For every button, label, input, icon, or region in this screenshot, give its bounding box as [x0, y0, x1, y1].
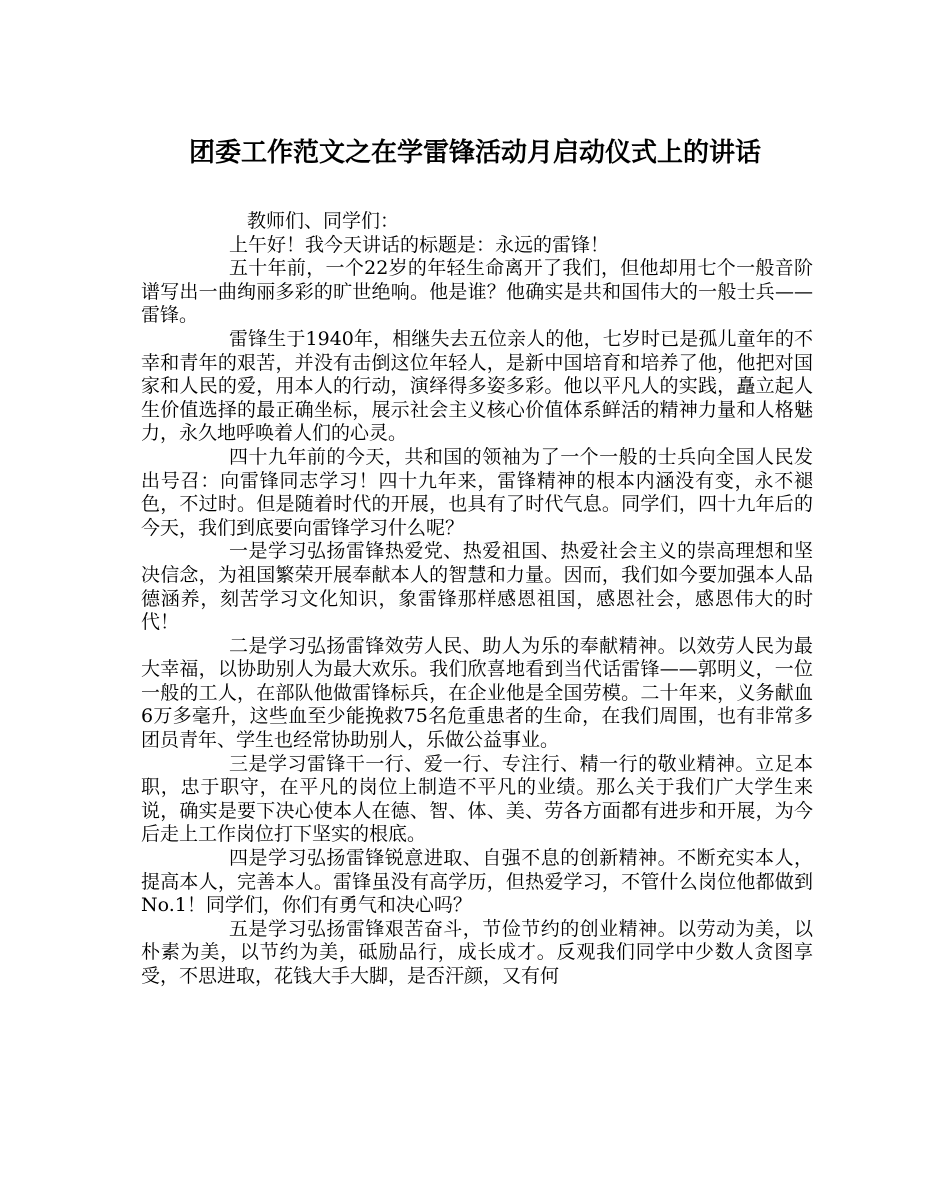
- document-body: [141, 210, 813, 989]
- paragraph-point-three: 三是学习雷锋干一行、爱一行、专注行、精一行的敬业精神。立足本职，忠于职守，在平凡的岗位上制造不平凡的业绩。那么关于我们广大学生来说，确实是要下决心使本人在德、智、体、美、劳各方面都有进步和开展，为今后走上工作岗位打下坚实的根底。: [141, 752, 813, 846]
- paragraph-greeting: 上午好！我今天讲话的标题是：永远的雷锋！: [229, 233, 610, 256]
- paragraph-point-five: 五是学习弘扬雷锋艰苦奋斗，节俭节约的创业精神。以劳动为美，以朴素为美，以节约为美，砥励品行，成长成才。反观我们同学中少数人贪图享受，不思进取，花钱大手大脚，是否汗颜，又有何: [141, 917, 813, 987]
- paragraph-point-four: 四是学习弘扬雷锋锐意进取、自强不息的创新精神。不断充实本人，提高本人，完善本人。雷锋虽没有高学历，但热爱学习，不管什么岗位他都做到No.1！同学们，你们有勇气和决心吗？: [141, 847, 813, 917]
- paragraph-point-two: 二是学习弘扬雷锋效劳人民、助人为乐的奉献精神。以效劳人民为最大幸福，以协助别人为最大欢乐。我们欣喜地看到当代话雷锋——郭明义，一位一般的工人，在部队他做雷锋标兵，在企业他是全国劳模。二十年来，义务献血6万多毫升，这些血至少能挽救75名危重患者的生命，在我们周围，也有非常多团员青年、学生也经常协助别人，乐做公益事业。: [141, 634, 813, 752]
- paragraph-call-to-learn: 四十九年前的今天，共和国的领袖为了一个一般的士兵向全国人民发出号召：向雷锋同志学习！四十九年来，雷锋精神的根本内涵没有变，永不褪色，不过时。但是随着时代的开展，也具有了时代气息。同学们，四十九年后的今天，我们到底要向雷锋学习什么呢？: [141, 445, 813, 539]
- paragraph-point-one: 一是学习弘扬雷锋热爱党、热爱祖国、热爱社会主义的崇高理想和坚决信念，为祖国繁荣开展奉献本人的智慧和力量。因而，我们如今要加强本人品德涵养，刻苦学习文化知识，象雷锋那样感恩祖国，感恩社会，感恩伟大的时代！: [141, 540, 813, 634]
- salutation: 教师们、同学们：: [247, 210, 400, 232]
- paragraph-intro: 五十年前，一个22岁的年轻生命离开了我们，但他却用七个一般音阶谱写出一曲绚丽多彩的旷世绝响。他是谁？他确实是共和国伟大的一般士兵——雷锋。: [141, 257, 813, 327]
- paragraph-biography: 雷锋生于1940年，相继失去五位亲人的他，七岁时已是孤儿童年的不幸和青年的艰苦，并没有击倒这位年轻人，是新中国培育和培养了他，他把对国家和人民的爱，用本人的行动，演绎得多姿多彩。他以平凡人的实践，矗立起人生价值选择的最正确坐标，展示社会主义核心价值体系鲜活的精神力量和人格魅力，永久地呼唤着人们的心灵。: [141, 327, 813, 445]
- document-title: 团委工作范文之在学雷锋活动月启动仪式上的讲话: [188, 138, 761, 168]
